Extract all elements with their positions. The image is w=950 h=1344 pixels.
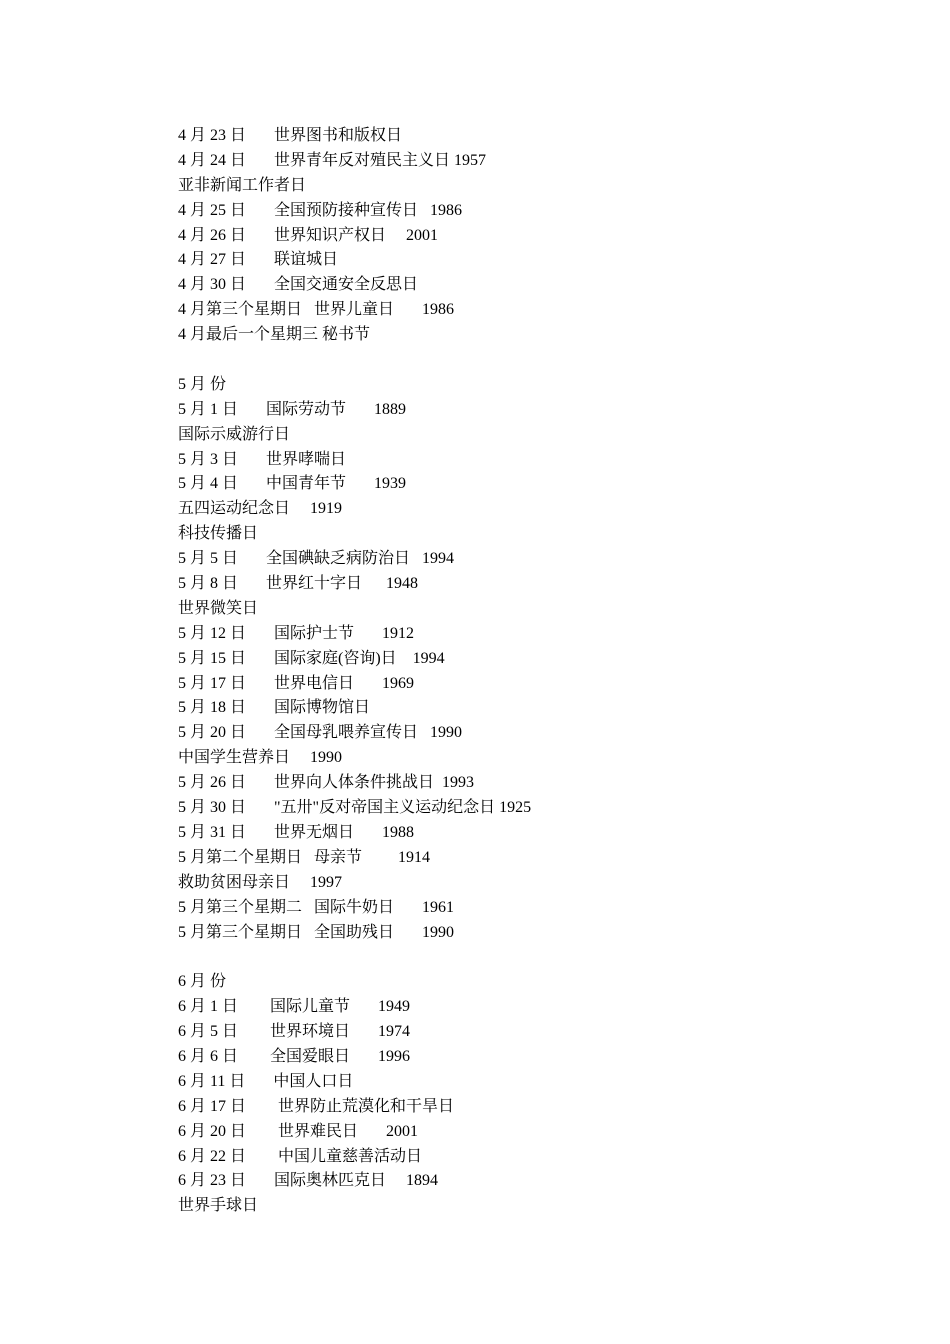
text-line: 5 月 26 日 世界向人体条件挑战日 1993 xyxy=(178,774,475,792)
blank-line xyxy=(178,945,878,970)
text-line: 5 月 15 日 国际家庭(咨询)日 1994 xyxy=(178,649,445,667)
text-line: 6 月 20 日 世界难民日 2001 xyxy=(178,1122,419,1140)
text-line: 5 月 20 日 全国母乳喂养宣传日 1990 xyxy=(178,724,463,742)
text-line: 5 月 4 日 中国青年节 1939 xyxy=(178,475,407,493)
text-line: 5 月 31 日 世界无烟日 1988 xyxy=(178,823,415,841)
text-line: 5 月第二个星期日 母亲节 1914 xyxy=(178,848,431,866)
text-line: 4 月第三个星期日 世界儿童日 1986 xyxy=(178,301,455,319)
text-line: 救助贫困母亲日 1997 xyxy=(178,873,343,891)
text-line: 5 月 5 日 全国碘缺乏病防治日 1994 xyxy=(178,550,455,568)
text-line: 4 月 27 日 联谊城日 xyxy=(178,251,339,269)
text-line: 4 月 23 日 世界图书和版权日 xyxy=(178,127,403,144)
text-line: 世界微笑日 xyxy=(178,599,259,617)
text-line: 4 月 26 日 世界知识产权日 2001 xyxy=(178,226,439,244)
text-line: 中国学生营养日 1990 xyxy=(178,749,343,767)
text-line: 5 月 1 日 国际劳动节 1889 xyxy=(178,400,407,418)
text-line: 国际示威游行日 xyxy=(178,425,291,443)
text-line: 4 月最后一个星期三 秘书节 xyxy=(178,326,371,344)
text-line: 五四运动纪念日 1919 xyxy=(178,500,343,518)
text-line: 5 月第三个星期二 国际牛奶日 1961 xyxy=(178,898,455,916)
text-line: 6 月 1 日 国际儿童节 1949 xyxy=(178,998,411,1016)
text-line: 4 月 30 日 全国交通安全反思日 xyxy=(178,276,419,294)
text-line: 4 月 24 日 世界青年反对殖民主义日 1957 xyxy=(178,151,487,169)
text-line: 6 月 23 日 国际奥林匹克日 1894 xyxy=(178,1172,439,1190)
text-line: 6 月 6 日 全国爱眼日 1996 xyxy=(178,1047,411,1065)
text-line: 科技传播日 xyxy=(178,525,259,543)
text-line: 4 月 25 日 全国预防接种宣传日 1986 xyxy=(178,201,463,219)
section-heading-may: 5 月 份 xyxy=(178,375,227,393)
text-line: 5 月 17 日 世界电信日 1969 xyxy=(178,674,415,692)
section-heading-june: 6 月 份 xyxy=(178,973,227,991)
text-line: 5 月 3 日 世界哮喘日 xyxy=(178,450,347,468)
text-line: 5 月 12 日 国际护士节 1912 xyxy=(178,624,415,642)
text-line: 6 月 22 日 中国儿童慈善活动日 xyxy=(178,1147,423,1165)
text-line: 6 月 17 日 世界防止荒漠化和干旱日 xyxy=(178,1097,455,1115)
blank-line xyxy=(178,348,878,373)
text-line: 5 月 18 日 国际博物馆日 xyxy=(178,699,371,717)
document-body xyxy=(178,124,878,1219)
text-line: 世界手球日 xyxy=(178,1197,259,1215)
text-line: 6 月 11 日 中国人口日 xyxy=(178,1072,354,1090)
text-line: 亚非新闻工作者日 xyxy=(178,176,307,194)
text-line: 5 月第三个星期日 全国助残日 1990 xyxy=(178,923,455,941)
text-line: 6 月 5 日 世界环境日 1974 xyxy=(178,1023,411,1041)
text-line: 5 月 8 日 世界红十字日 1948 xyxy=(178,575,419,593)
text-line: 5 月 30 日 "五卅"反对帝国主义运动纪念日 1925 xyxy=(178,799,532,817)
